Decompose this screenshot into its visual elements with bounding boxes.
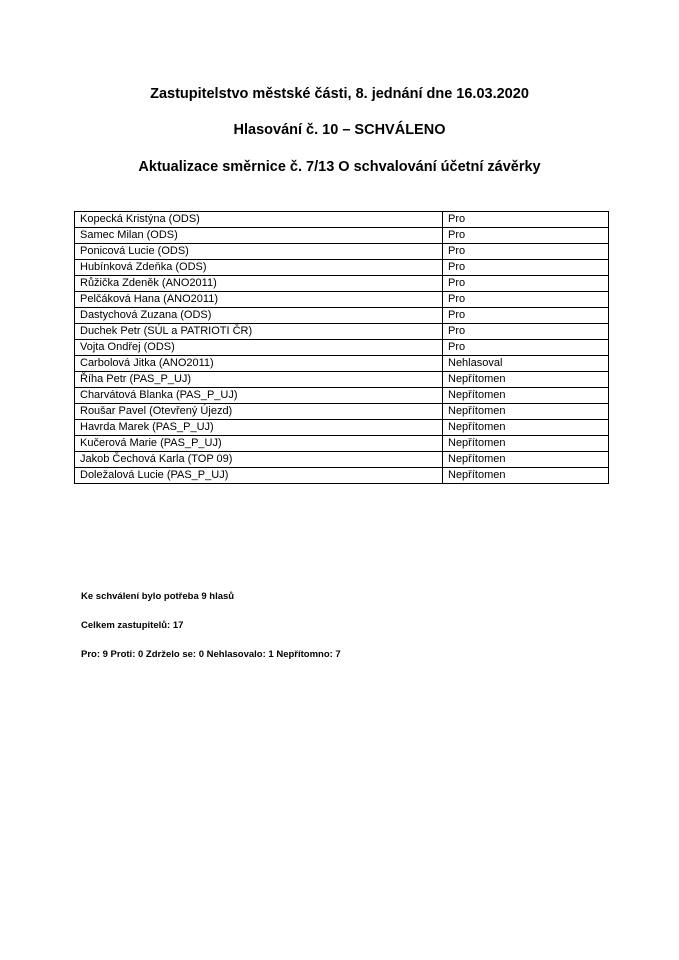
vote-cell: Nepřítomen: [443, 420, 609, 436]
member-name-cell: Charvátová Blanka (PAS_P_UJ): [75, 388, 443, 404]
vote-cell: Pro: [443, 276, 609, 292]
vote-cell: Pro: [443, 340, 609, 356]
table-row: [75, 260, 609, 276]
table-row: [75, 388, 609, 404]
table-row: [75, 436, 609, 452]
table-row: [75, 404, 609, 420]
vote-cell: Nehlasoval: [443, 356, 609, 372]
member-name-cell: Říha Petr (PAS_P_UJ): [75, 372, 443, 388]
table-row: [75, 212, 609, 228]
vote-cell: Pro: [443, 292, 609, 308]
vote-subject-heading: Aktualizace směrnice č. 7/13 O schvalování účetní závěrky: [138, 159, 541, 175]
vote-cell: Nepřítomen: [443, 404, 609, 420]
member-name-cell: Dastychová Zuzana (ODS): [75, 308, 443, 324]
member-name-cell: Ponicová Lucie (ODS): [75, 244, 443, 260]
table-row: [75, 324, 609, 340]
vote-cell: Nepřítomen: [443, 372, 609, 388]
vote-cell: Nepřítomen: [443, 452, 609, 468]
member-name-cell: Doležalová Lucie (PAS_P_UJ): [75, 468, 443, 484]
vote-number-heading: Hlasování č. 10 – SCHVÁLENO: [233, 122, 446, 138]
table-row: [75, 372, 609, 388]
required-votes-note: Ke schválení bylo potřeba 9 hlasů: [81, 591, 235, 602]
table-row: [75, 468, 609, 484]
vote-cell: Nepřítomen: [443, 468, 609, 484]
table-row: [75, 228, 609, 244]
vote-cell: Nepřítomen: [443, 436, 609, 452]
total-members-note: Celkem zastupitelů: 17: [81, 620, 184, 631]
vote-tally-note: Pro: 9 Proti: 0 Zdrželo se: 0 Nehlasovalo: 1 Nepřítomno: 7: [81, 649, 341, 660]
table-row: [75, 292, 609, 308]
vote-cell: Pro: [443, 212, 609, 228]
table-row: [75, 340, 609, 356]
vote-cell: Pro: [443, 308, 609, 324]
member-name-cell: Jakob Čechová Karla (TOP 09): [75, 452, 443, 468]
document-title: Zastupitelstvo městské části, 8. jednání dne 16.03.2020: [150, 86, 529, 102]
member-name-cell: Vojta Ondřej (ODS): [75, 340, 443, 356]
table-row: [75, 308, 609, 324]
table-row: [75, 452, 609, 468]
member-name-cell: Kučerová Marie (PAS_P_UJ): [75, 436, 443, 452]
vote-cell: Pro: [443, 228, 609, 244]
table-row: [75, 276, 609, 292]
vote-cell: Pro: [443, 324, 609, 340]
votes-table: [74, 211, 609, 484]
table-row: [75, 244, 609, 260]
member-name-cell: Hubínková Zdeňka (ODS): [75, 260, 443, 276]
table-row: [75, 356, 609, 372]
member-name-cell: Duchek Petr (SÚL a PATRIOTI ČR): [75, 324, 443, 340]
vote-cell: Pro: [443, 244, 609, 260]
member-name-cell: Samec Milan (ODS): [75, 228, 443, 244]
member-name-cell: Pelčáková Hana (ANO2011): [75, 292, 443, 308]
member-name-cell: Kopecká Kristýna (ODS): [75, 212, 443, 228]
member-name-cell: Havrda Marek (PAS_P_UJ): [75, 420, 443, 436]
vote-cell: Pro: [443, 260, 609, 276]
vote-cell: Nepřítomen: [443, 388, 609, 404]
member-name-cell: Roušar Pavel (Otevřený Újezd): [75, 404, 443, 420]
member-name-cell: Carbolová Jitka (ANO2011): [75, 356, 443, 372]
member-name-cell: Růžička Zdeněk (ANO2011): [75, 276, 443, 292]
table-row: [75, 420, 609, 436]
